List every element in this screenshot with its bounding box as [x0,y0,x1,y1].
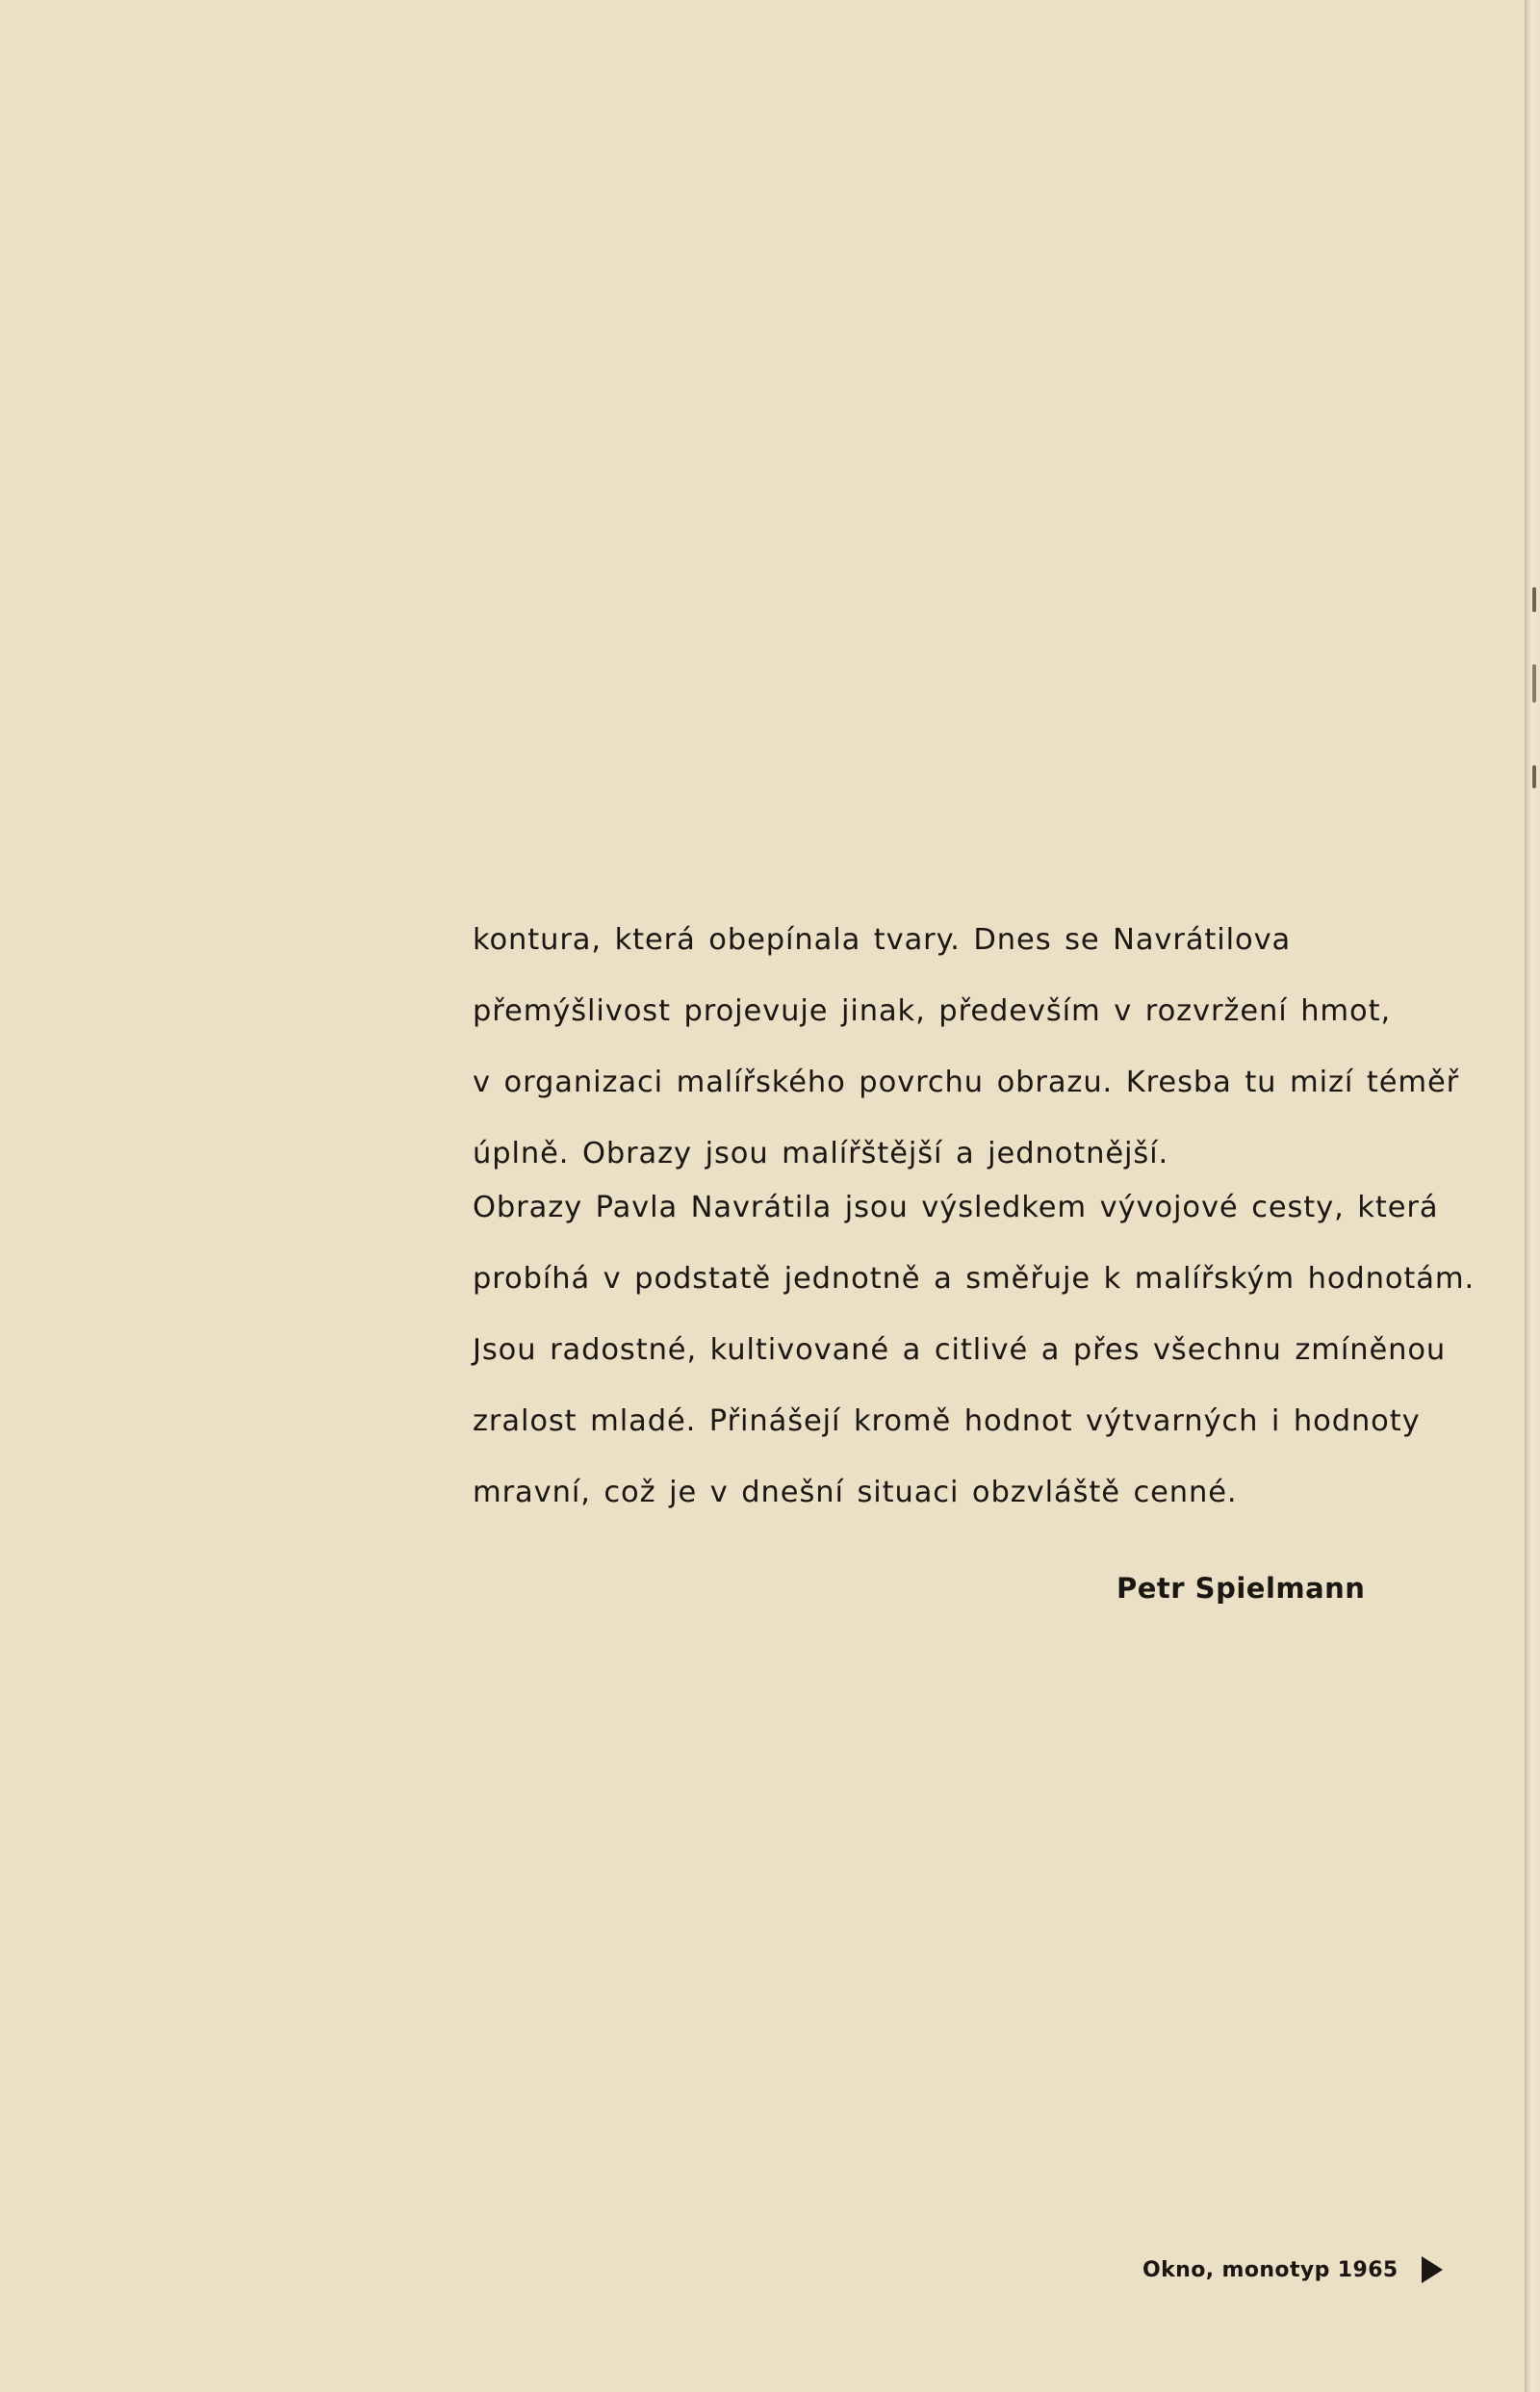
text-line: probíhá v podstatě jednotně a směřuje k malířským hodnotám. [473,1262,1476,1296]
arrow-right-icon [1422,2256,1443,2283]
text-line: v organizaci malířského povrchu obrazu. Kresba tu mizí téměř [473,1066,1460,1099]
edge-mark [1532,765,1536,788]
paragraph-1 [473,922,1460,1207]
edge-mark [1532,664,1536,703]
paper-edge [1525,0,1540,2392]
text-line: kontura, která obepínala tvary. Dnes se Navrátilova [473,923,1292,957]
text-line: Jsou radostné, kultivované a citlivé a přes všechnu zmíněnou [473,1333,1447,1367]
text-line: přemýšlivost projevuje jinak, především v rozvržení hmot, [473,994,1392,1028]
text-line: zralost mladé. Přinášejí kromě hodnot výtvarných i hodnoty [473,1404,1421,1438]
figure-caption [1142,2252,1443,2287]
text-line: mravní, což je v dnešní situaci obzvláště cenné. [473,1476,1238,1509]
paragraph-2 [473,1190,1476,1546]
text-line: Obrazy Pavla Navrátila jsou výsledkem vývojové cesty, která [473,1191,1439,1224]
text-line: úplně. Obrazy jsou malířštější a jednotnější. [473,1137,1169,1170]
edge-mark [1532,587,1536,612]
caption-text: Okno, monotyp 1965 [1142,2257,1399,2282]
author-signature: Petr Spielmann [1116,1572,1366,1605]
